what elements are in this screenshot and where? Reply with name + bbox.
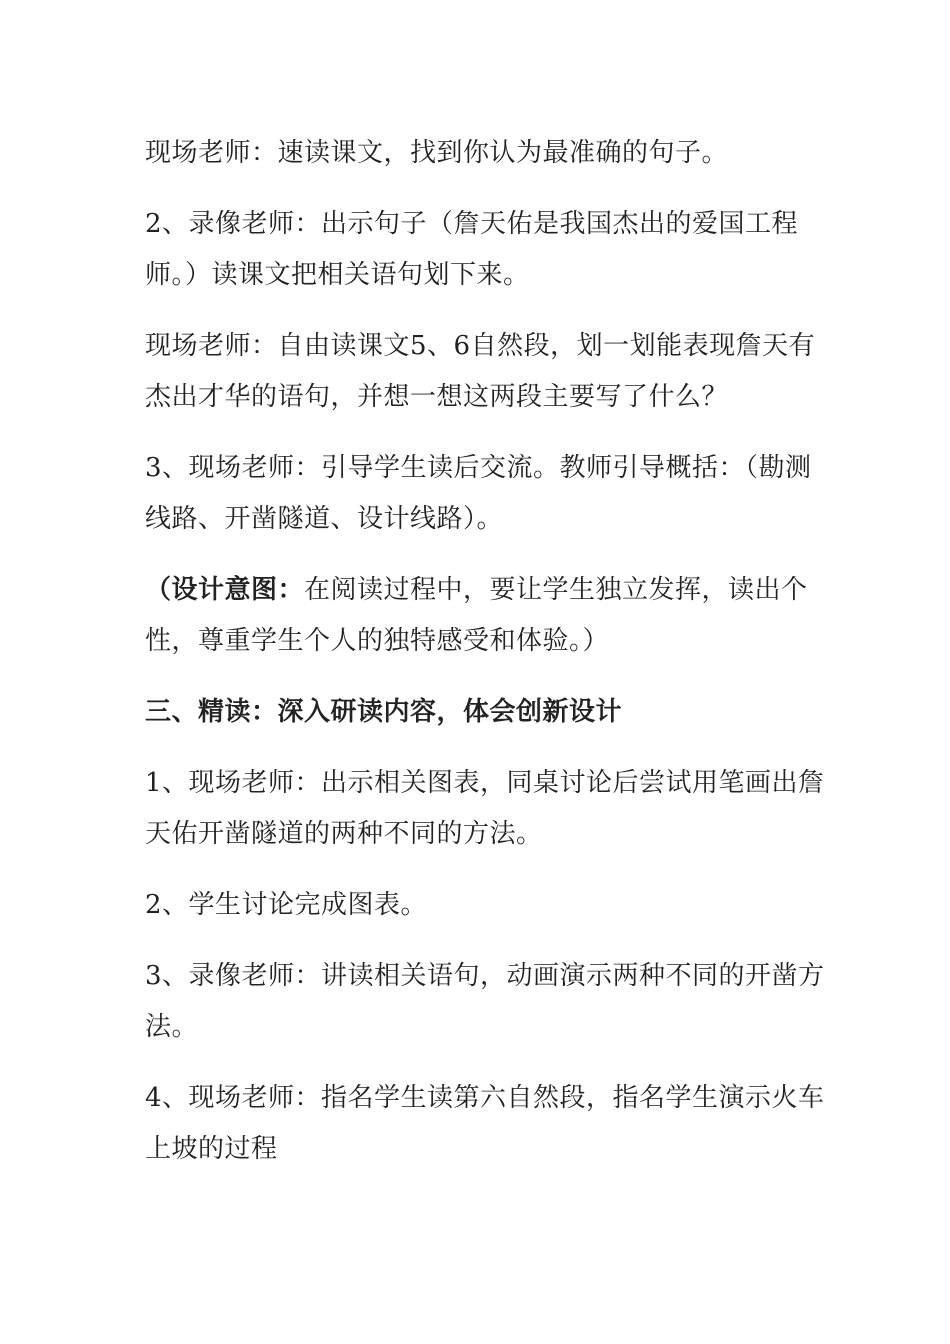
design-intent-label: 设计意图： xyxy=(171,575,305,605)
step-4: 4、现场老师：指名学生读第六自然段，指名学生演示火车上坡的过程 xyxy=(145,1083,825,1164)
document-page xyxy=(145,128,835,1195)
paragraph-discussion-summary: 3、现场老师：引导学生读后交流。教师引导概括：（勘测线路、开凿隧道、设计线路）。 xyxy=(145,453,812,534)
paragraph-read-quickly: 现场老师：速读课文，找到你认为最准确的句子。 xyxy=(145,138,729,168)
design-intent-note xyxy=(145,565,835,667)
step-2: 2、学生讨论完成图表。 xyxy=(145,890,428,920)
design-intent-prefix: （ xyxy=(145,575,172,605)
paragraph-video-teacher-sentence: 2、录像老师：出示句子（詹天佑是我国杰出的爱国工程师。）读课文把相关语句划下来。 xyxy=(145,209,799,290)
paragraph-free-reading: 现场老师：自由读课文5、6自然段，划一划能表现詹天有杰出才华的语句，并想一想这两段主要写了什么？ xyxy=(145,331,816,412)
design-intent-text: 在阅读过程中，要让学生独立发挥，读出个性，尊重学生个人的独特感受和体验。） xyxy=(145,575,808,656)
step-1: 1、现场老师：出示相关图表，同桌讨论后尝试用笔画出詹天佑开凿隧道的两种不同的方法。 xyxy=(145,768,825,849)
section-heading: 三、精读：深入研读内容，体会创新设计 xyxy=(145,697,623,727)
step-3: 3、录像老师：讲读相关语句，动画演示两种不同的开凿方法。 xyxy=(145,961,825,1042)
